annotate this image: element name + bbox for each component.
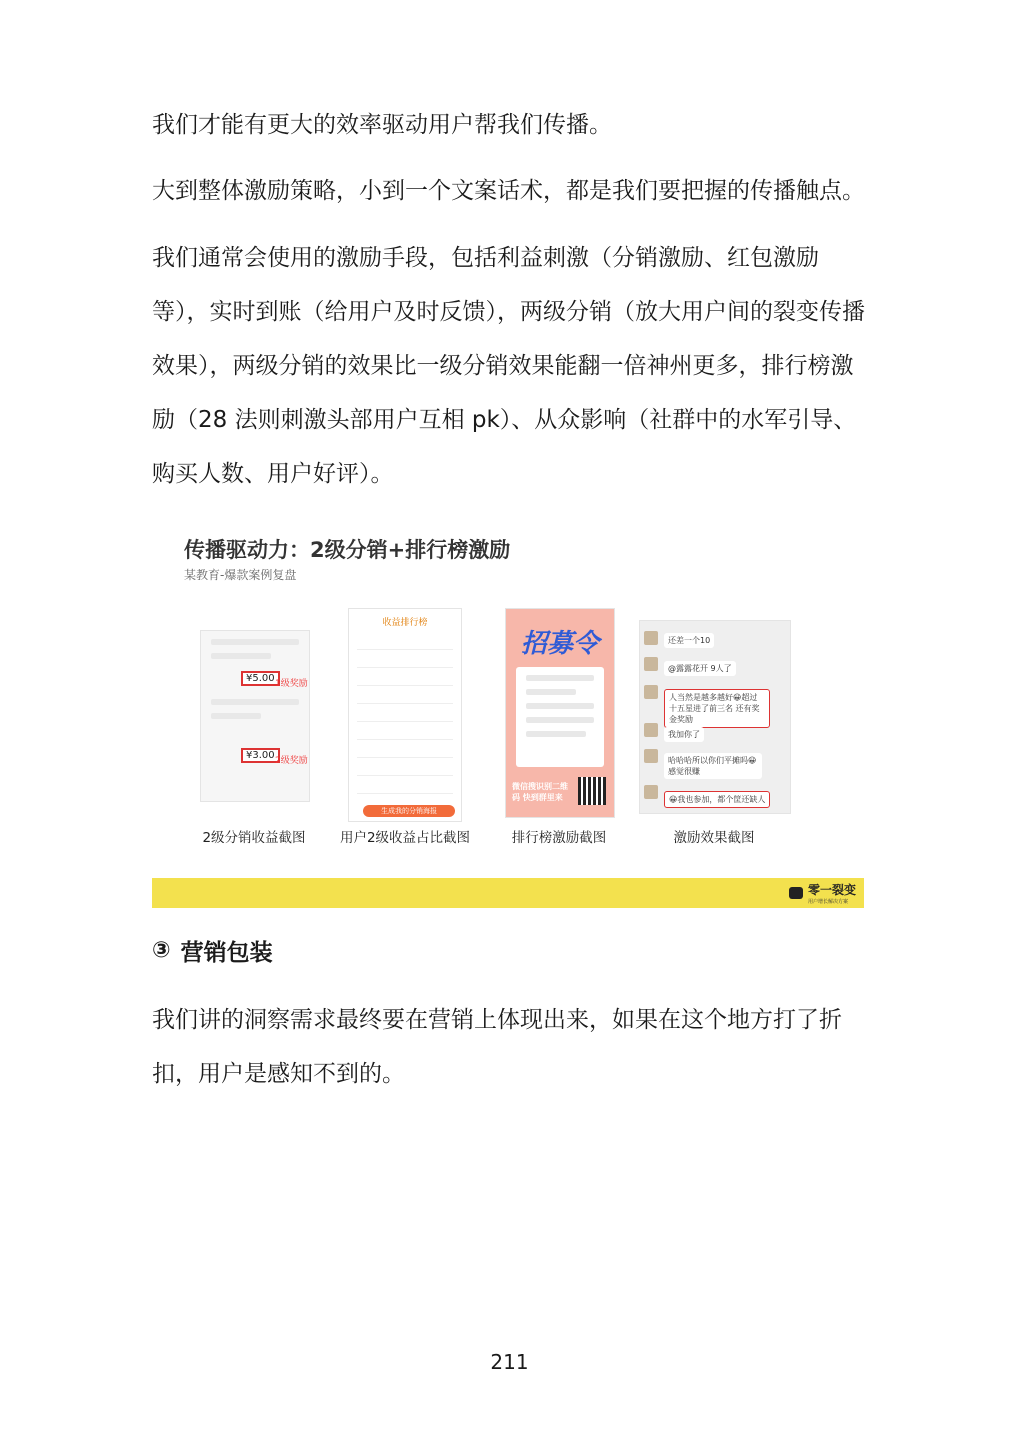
avatar — [644, 631, 658, 645]
incentive-effect-screenshot — [639, 620, 791, 814]
robot-icon — [789, 887, 803, 899]
page-number: 211 — [490, 1350, 529, 1374]
poster-headline: 招募令 — [520, 629, 599, 659]
second-level-amount: ¥3.00 — [241, 748, 280, 763]
qr-code-icon — [578, 777, 606, 805]
leaderboard-poster-screenshot — [505, 608, 615, 818]
earnings-ratio-screenshot — [348, 608, 462, 822]
caption-1: 2级分销收益截图 — [202, 830, 306, 846]
figure-title: 传播驱动力：2级分销+排行榜激励 — [184, 538, 511, 562]
section-number: ③ — [152, 938, 171, 963]
paragraph-3: 我们通常会使用的激励手段，包括利益刺激（分销激励、红包激励等），实时到账（给用户及时反馈），两级分销（放大用户间的裂变传播效果），两级分销的效果比一级分销效果能翻一倍神州更多，排行榜激励（28 法则刺激头部用户互相 pk）、从众影响（社群中的水军引导、购买人数、用户好评）。 — [152, 245, 865, 487]
avatar — [644, 723, 658, 737]
leaderboard-header: 收益排行榜 — [382, 618, 428, 628]
avatar — [644, 685, 658, 699]
chat-message: 还差一个10 — [664, 633, 714, 648]
brand-slogan: 用户增长解决方案 — [807, 899, 848, 905]
section-title: 营销包装 — [180, 940, 273, 966]
brand-logo — [789, 881, 856, 905]
chat-message: 我加你了 — [664, 727, 704, 742]
avatar — [644, 749, 658, 763]
chat-message: @露露花开 9人了 — [664, 661, 736, 676]
brand-name: 零一裂变 — [807, 883, 856, 897]
first-level-amount: ¥5.00 — [241, 671, 280, 686]
caption-4: 激励效果截图 — [673, 830, 755, 846]
figure-subtitle: 某教育-爆款案例复盘 — [184, 568, 297, 582]
paragraph-4: 我们讲的洞察需求最终要在营销上体现出来，如果在这个地方打了折扣，用户是感知不到的。 — [152, 1007, 842, 1087]
avatar — [644, 657, 658, 671]
chat-message: 😀我也参加，都个筐还缺人 — [664, 791, 770, 808]
case-study-figure — [152, 520, 864, 908]
avatar — [644, 785, 658, 799]
section-heading — [152, 934, 273, 967]
distribution-earnings-screenshot — [200, 630, 310, 802]
chat-message: 哈哈哈所以你们平摊吗😀感觉很赚 — [664, 753, 762, 779]
second-level-label: 2级奖励 — [275, 756, 308, 766]
first-level-label: 1级奖励 — [275, 679, 308, 689]
chat-message: 人当然是越多越好😀超过十五星进了前三名 还有奖金奖励 — [664, 689, 770, 728]
paragraph-1: 我们才能有更大的效率驱动用户帮我们传播。 — [152, 112, 612, 138]
caption-3: 排行榜激励截图 — [511, 830, 607, 846]
caption-2: 用户2级收益占比截图 — [339, 830, 471, 846]
brand-banner — [152, 878, 864, 908]
generate-poster-button: 生成我的分销海报 — [363, 805, 455, 817]
poster-banner: 微信搜识别二维码 快到群里来 — [512, 782, 568, 802]
paragraph-2: 大到整体激励策略，小到一个文案话术，都是我们要把握的传播触点。 — [152, 178, 865, 204]
